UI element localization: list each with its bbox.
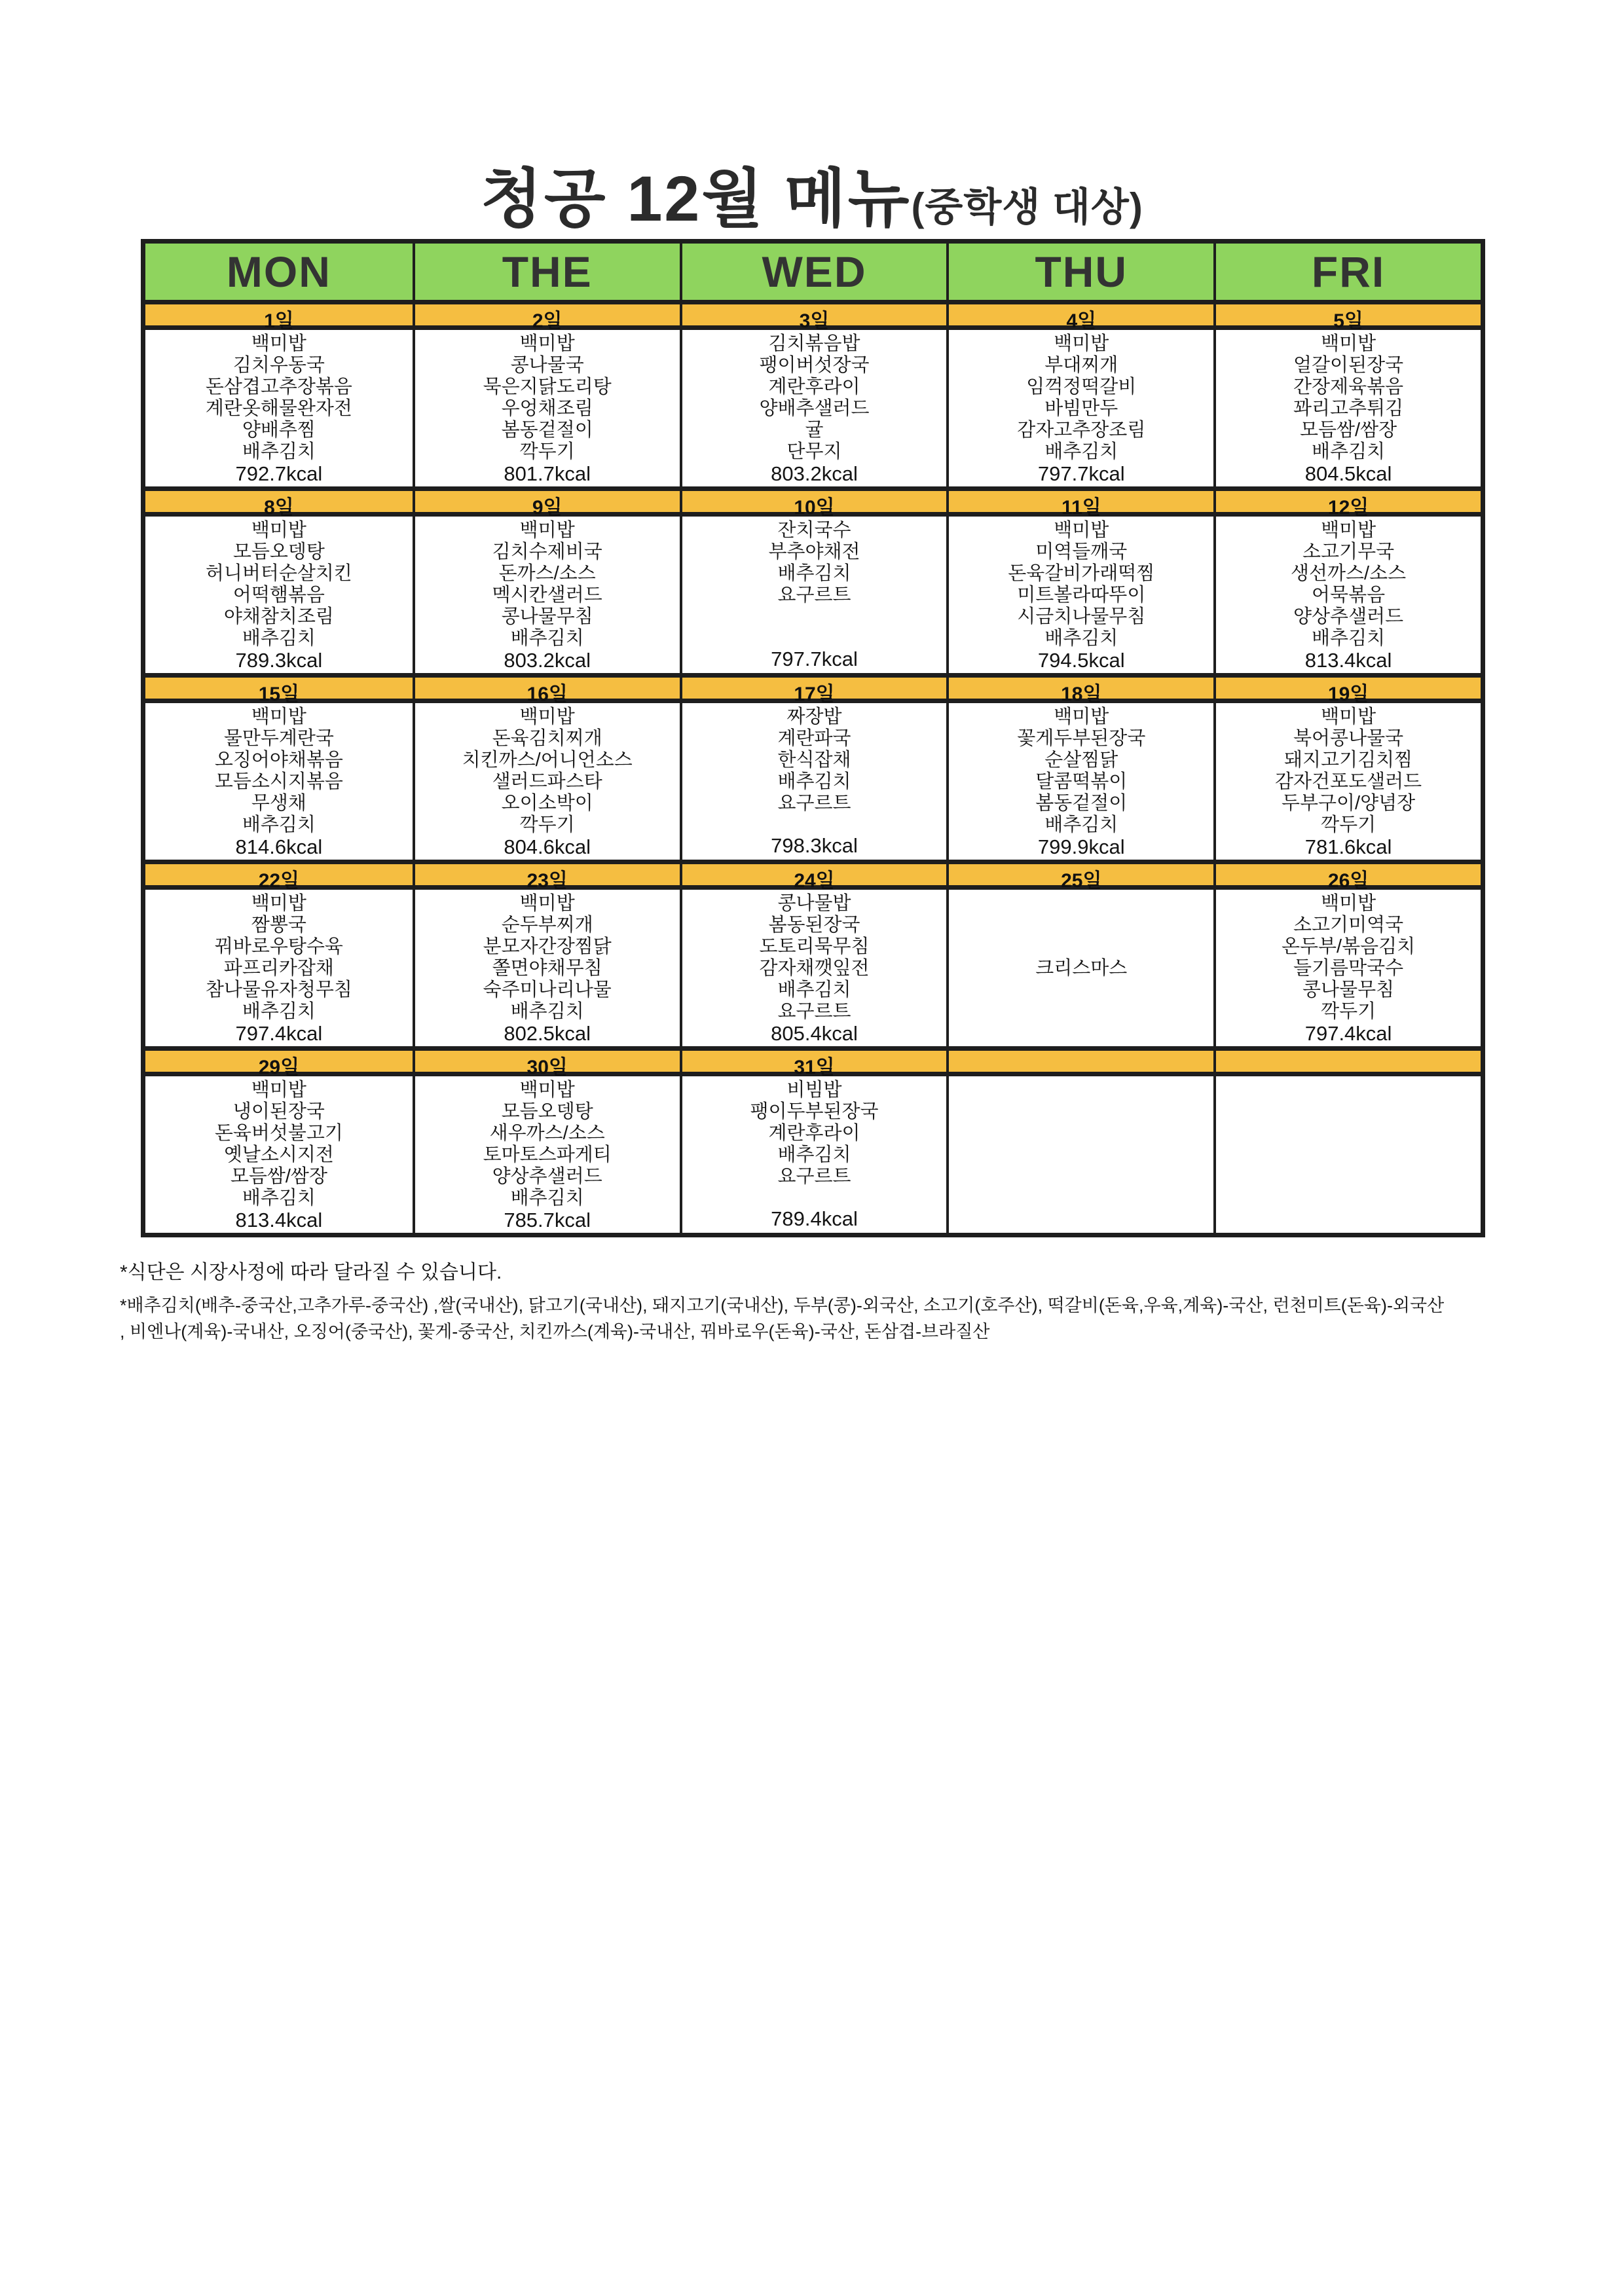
date-cell: 24일 — [680, 864, 947, 893]
menu-item: 돼지고기김치찜 — [1284, 750, 1413, 771]
menu-item: 백미밥 — [1054, 333, 1109, 354]
menu-item: 바빔만두 — [1044, 398, 1118, 419]
menu-item: 백미밥 — [519, 706, 575, 727]
menu-item: 어묵볶음 — [1312, 585, 1386, 606]
kcal-value: 798.3kcal — [771, 834, 858, 857]
kcal-value: 814.6kcal — [235, 835, 323, 858]
page-title — [0, 147, 1624, 239]
menu-item: 깍두기 — [519, 814, 575, 835]
date-cell: 25일 — [946, 864, 1213, 893]
menu-item: 한식잡채 — [777, 750, 851, 771]
note-line: *식단은 시장사정에 따라 달라질 수 있습니다. — [120, 1262, 502, 1283]
menu-cell — [145, 703, 413, 860]
menu-item: 배추김치 — [510, 628, 584, 649]
note-line: *배추김치(배추-중국산,고추가루-중국산) ,쌀(국내산), 닭고기(국내산), 돼지고기(국내산), 두부(콩)-외국산, 소고기(호주산), 떡갈비(돈육,우육,계육)-국산, 런천미트(돈육)-외국산 — [120, 1296, 1445, 1315]
day-header-thu: THU — [946, 244, 1213, 300]
week-4-date-row — [145, 860, 1481, 890]
menu-item: 돈삼겹고추장볶음 — [205, 376, 352, 397]
menu-item: 어떡햄볶음 — [232, 585, 325, 606]
menu-item: 배추김치 — [242, 441, 316, 462]
menu-item: 백미밥 — [519, 1080, 575, 1101]
menu-item: 멕시칸샐러드 — [492, 585, 602, 606]
menu-cell — [413, 890, 680, 1046]
kcal-value: 797.4kcal — [1304, 1022, 1392, 1045]
menu-item: 미트볼라따뚜이 — [1017, 585, 1146, 606]
menu-item: 백미밥 — [1321, 333, 1376, 354]
menu-cell — [1213, 703, 1481, 860]
menu-item: 온두부/볶음김치 — [1282, 936, 1416, 957]
menu-item: 봄동된장국 — [768, 915, 860, 936]
week-1-menu-row — [145, 330, 1481, 486]
menu-item: 우엉채조림 — [501, 398, 593, 419]
menu-cell — [1213, 330, 1481, 486]
date-cell: 18일 — [946, 678, 1213, 706]
kcal-value: 799.9kcal — [1037, 835, 1125, 858]
kcal-value: 794.5kcal — [1037, 649, 1125, 672]
date-cell: 12일 — [1213, 491, 1481, 520]
date-cell: 23일 — [413, 864, 680, 893]
menu-item: 김치볶음밥 — [768, 333, 860, 354]
menu-item: 모듬쌈/쌈장 — [230, 1166, 327, 1187]
kcal-value: 797.7kcal — [771, 647, 858, 670]
menu-item: 봄동겉절이 — [1035, 793, 1128, 814]
date-cell: 15일 — [258, 683, 300, 705]
menu-item: 배추김치 — [510, 1001, 584, 1022]
menu-cell — [680, 703, 947, 860]
footer-notes — [120, 1258, 1593, 1345]
menu-item: 계란옷해물완자전 — [205, 398, 352, 419]
menu-item: 콩나물무침 — [501, 606, 593, 627]
menu-cell — [1213, 890, 1481, 1046]
kcal-value: 802.5kcal — [504, 1022, 591, 1045]
date-cell — [1213, 1051, 1481, 1080]
menu-item: 깍두기 — [1321, 1001, 1376, 1022]
menu-item: 모듬쌈/쌈장 — [1300, 420, 1397, 441]
day-header-fri: FRI — [1213, 244, 1481, 300]
day-header-row — [145, 244, 1481, 300]
menu-item: 백미밥 — [1321, 706, 1376, 727]
menu-cell — [946, 703, 1213, 860]
menu-item: 배추김치 — [777, 1144, 851, 1165]
note-line: , 비엔나(계육)-국내산, 오징어(중국산), 꽃게-중국산, 치킨까스(계육)-국내산, 꿔바로우(돈육)-국산, 돈삼겹-브라질산 — [120, 1322, 990, 1341]
menu-item: 단무지 — [786, 441, 842, 462]
menu-cell — [680, 1076, 947, 1233]
menu-item: 양배추찜 — [242, 420, 316, 441]
menu-item: 봄동겉절이 — [501, 420, 593, 441]
day-header-mon: MON — [226, 247, 331, 296]
week-5-menu-row — [145, 1076, 1481, 1233]
menu-item: 백미밥 — [251, 893, 306, 914]
menu-item: 양배추샐러드 — [759, 398, 870, 419]
date-cell: 16일 — [413, 678, 680, 706]
menu-cell — [413, 330, 680, 486]
menu-item: 물만두계란국 — [223, 728, 334, 749]
menu-item: 콩나물무침 — [1302, 979, 1395, 1000]
menu-item: 토마토스파게티 — [483, 1144, 612, 1165]
menu-item: 오징어야채볶음 — [214, 750, 343, 771]
menu-item: 백미밥 — [1321, 893, 1376, 914]
menu-item: 미역들깨국 — [1035, 541, 1128, 562]
date-cell: 4일 — [946, 304, 1213, 333]
menu-item: 짜장밥 — [786, 706, 842, 727]
menu-item: 새우까스/소스 — [489, 1123, 605, 1144]
menu-item: 파프리카잡채 — [223, 958, 334, 979]
menu-item: 임꺽정떡갈비 — [1026, 376, 1137, 397]
menu-cell — [680, 517, 947, 673]
week-3-date-row — [145, 673, 1481, 703]
menu-item: 짬뽕국 — [251, 915, 306, 936]
menu-cell — [1213, 517, 1481, 673]
menu-cell — [145, 890, 413, 1046]
menu-item: 배추김치 — [1312, 628, 1386, 649]
menu-item: 샐러드파스타 — [492, 771, 602, 792]
kcal-value: 801.7kcal — [504, 462, 591, 485]
menu-item: 돈육김치찌개 — [492, 728, 602, 749]
menu-item: 옛날소시지전 — [223, 1144, 334, 1165]
date-cell: 11일 — [946, 491, 1213, 520]
menu-item: 무생채 — [251, 793, 306, 814]
kcal-value: 792.7kcal — [235, 462, 323, 485]
menu-cell — [680, 890, 947, 1046]
menu-item: 백미밥 — [519, 893, 575, 914]
menu-item: 요구르트 — [777, 1001, 851, 1022]
menu-item: 참나물유자청무침 — [205, 979, 352, 1000]
kcal-value: 805.4kcal — [771, 1022, 858, 1045]
menu-item: 깍두기 — [519, 441, 575, 462]
menu-item: 부추야채전 — [768, 541, 860, 562]
kcal-value: 804.5kcal — [1304, 462, 1392, 485]
menu-item: 치킨까스/어니언소스 — [462, 750, 633, 771]
menu-item: 비빔밥 — [786, 1080, 842, 1101]
menu-item: 배추김치 — [777, 771, 851, 792]
menu-item: 야채참치조림 — [223, 606, 334, 627]
menu-item: 크리스마스 — [1035, 957, 1128, 979]
menu-item: 소고기미역국 — [1293, 915, 1404, 936]
menu-item: 배추김치 — [1044, 441, 1118, 462]
menu-item: 백미밥 — [519, 520, 575, 541]
menu-item: 묵은지닭도리탕 — [483, 376, 612, 397]
menu-item: 허니버터순살치킨 — [205, 563, 352, 584]
menu-item: 꽈리고추튀김 — [1293, 398, 1404, 419]
date-cell: 10일 — [680, 491, 947, 520]
menu-item: 백미밥 — [251, 1080, 306, 1101]
date-cell: 19일 — [1213, 678, 1481, 706]
menu-item: 얼갈이된장국 — [1293, 355, 1404, 376]
menu-item: 요구르트 — [777, 585, 851, 606]
menu-item: 감자건포도샐러드 — [1275, 771, 1422, 792]
menu-item: 모듬오뎅탕 — [232, 541, 325, 562]
menu-item: 배추김치 — [777, 563, 851, 584]
date-cell: 2일 — [413, 304, 680, 333]
kcal-value: 785.7kcal — [504, 1209, 591, 1231]
menu-item: 깍두기 — [1321, 814, 1376, 835]
day-header-wed: WED — [680, 244, 947, 300]
date-cell: 8일 — [264, 497, 294, 519]
menu-item: 시금치나물무침 — [1017, 606, 1146, 627]
page-title-suffix: (중학생 대상) — [911, 185, 1143, 229]
menu-item: 백미밥 — [519, 333, 575, 354]
menu-item: 요구르트 — [777, 1166, 851, 1187]
menu-item: 들기름막국수 — [1293, 958, 1404, 979]
menu-item: 콩나물밥 — [777, 893, 851, 914]
menu-item: 배추김치 — [777, 979, 851, 1000]
date-cell: 31일 — [680, 1051, 947, 1080]
menu-item: 백미밥 — [251, 333, 306, 354]
menu-item: 배추김치 — [242, 814, 316, 835]
menu-item: 배추김치 — [1044, 628, 1118, 649]
menu-cell — [145, 330, 413, 486]
menu-cell — [413, 1076, 680, 1233]
menu-item: 배추김치 — [242, 1001, 316, 1022]
menu-item: 콩나물국 — [510, 355, 584, 376]
date-cell — [946, 1051, 1213, 1080]
menu-item: 숙주미나리나물 — [483, 979, 612, 1000]
menu-item: 꽃게두부된장국 — [1017, 728, 1146, 749]
kcal-value: 797.7kcal — [1037, 462, 1125, 485]
menu-item: 소고기무국 — [1302, 541, 1395, 562]
menu-item: 생선까스/소스 — [1291, 563, 1407, 584]
kcal-value: 813.4kcal — [1304, 649, 1392, 672]
date-cell: 22일 — [258, 870, 300, 892]
menu-item: 요구르트 — [777, 793, 851, 814]
menu-item: 김치수제비국 — [492, 541, 602, 562]
kcal-value: 789.4kcal — [771, 1207, 858, 1230]
menu-item: 오이소박이 — [501, 793, 593, 814]
week-1-date-row — [145, 300, 1481, 330]
date-cell: 5일 — [1213, 304, 1481, 333]
menu-item: 잔치국수 — [777, 520, 851, 541]
menu-item: 두부구이/양념장 — [1282, 793, 1416, 814]
week-4-menu-row — [145, 890, 1481, 1046]
menu-item: 백미밥 — [1054, 706, 1109, 727]
week-3-menu-row — [145, 703, 1481, 860]
date-cell: 1일 — [264, 310, 294, 332]
date-cell: 17일 — [680, 678, 947, 706]
menu-item: 간장제육볶음 — [1293, 376, 1404, 397]
menu-item: 배추김치 — [242, 628, 316, 649]
kcal-value: 803.2kcal — [771, 462, 858, 485]
menu-cell — [145, 1076, 413, 1233]
menu-item: 순두부찌개 — [501, 915, 593, 936]
menu-item: 감자채깻잎전 — [759, 958, 870, 979]
kcal-value: 781.6kcal — [1304, 835, 1392, 858]
menu-item: 팽이두부된장국 — [750, 1101, 879, 1122]
menu-cell — [946, 890, 1213, 1046]
date-cell: 29일 — [258, 1057, 300, 1078]
menu-item: 백미밥 — [251, 706, 306, 727]
kcal-value: 813.4kcal — [235, 1209, 323, 1231]
menu-item: 계란파국 — [777, 728, 851, 749]
menu-item: 순살찜닭 — [1044, 750, 1118, 771]
menu-item: 계란후라이 — [768, 376, 860, 397]
kcal-value: 789.3kcal — [235, 649, 323, 672]
menu-item: 냉이된장국 — [232, 1101, 325, 1122]
menu-item: 귤 — [805, 420, 824, 441]
menu-item: 팽이버섯장국 — [759, 355, 870, 376]
menu-item: 배추김치 — [510, 1188, 584, 1209]
menu-item: 분모자간장찜닭 — [483, 936, 612, 957]
menu-item: 양상추샐러드 — [492, 1166, 602, 1187]
menu-item: 배추김치 — [1044, 814, 1118, 835]
menu-item: 감자고추장조림 — [1017, 420, 1146, 441]
menu-item: 돈육버섯불고기 — [214, 1123, 343, 1144]
date-cell: 26일 — [1213, 864, 1481, 893]
menu-cell — [413, 703, 680, 860]
menu-item: 북어콩나물국 — [1293, 728, 1404, 749]
menu-item: 백미밥 — [1054, 520, 1109, 541]
menu-cell — [946, 330, 1213, 486]
menu-item: 달콤떡볶이 — [1035, 771, 1128, 792]
day-header-the: THE — [413, 244, 680, 300]
kcal-value: 804.6kcal — [504, 835, 591, 858]
date-cell: 30일 — [413, 1051, 680, 1080]
kcal-value: 797.4kcal — [235, 1022, 323, 1045]
menu-item: 모듬소시지볶음 — [214, 771, 343, 792]
menu-item: 배추김치 — [242, 1188, 316, 1209]
week-2-date-row — [145, 486, 1481, 517]
menu-item: 부대찌개 — [1044, 355, 1118, 376]
menu-item: 도토리묵무침 — [759, 936, 870, 957]
weeks — [145, 300, 1481, 1233]
menu-item: 양상추샐러드 — [1293, 606, 1404, 627]
menu-item: 백미밥 — [251, 520, 306, 541]
menu-item: 배추김치 — [1312, 441, 1386, 462]
week-2-menu-row — [145, 517, 1481, 673]
date-cell: 9일 — [413, 491, 680, 520]
page-title-main: 청공 12월 메뉴 — [481, 163, 912, 234]
menu-item: 꿔바로우탕수육 — [214, 936, 343, 957]
menu-item: 김치우동국 — [232, 355, 325, 376]
menu-item: 계란후라이 — [768, 1123, 860, 1144]
kcal-value: 803.2kcal — [504, 649, 591, 672]
menu-item: 모듬오뎅탕 — [501, 1101, 593, 1122]
menu-item: 쫄면야채무침 — [492, 958, 602, 979]
menu-item: 백미밥 — [1321, 520, 1376, 541]
menu-item: 돈까스/소스 — [498, 563, 596, 584]
menu-cell — [145, 517, 413, 673]
date-cell: 3일 — [680, 304, 947, 333]
menu-cell — [680, 330, 947, 486]
menu-cell — [946, 517, 1213, 673]
menu-cell — [946, 1076, 1213, 1233]
menu-cell — [1213, 1076, 1481, 1233]
menu-cell — [413, 517, 680, 673]
menu-table — [141, 239, 1485, 1237]
menu-item: 돈육갈비가래떡찜 — [1008, 563, 1155, 584]
week-5-date-row — [145, 1046, 1481, 1076]
